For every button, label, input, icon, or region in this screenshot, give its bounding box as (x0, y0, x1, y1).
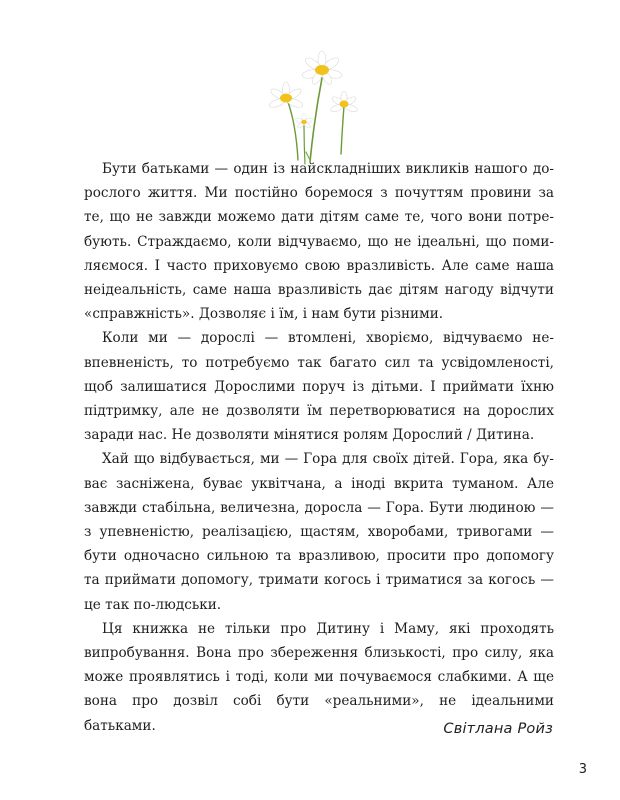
author-signature: Світлана Ройз (443, 721, 553, 737)
paragraph-4: Ця книжка не тільки про Дитину і Маму, які проходять випробування. Вона про збереження близькості, про силу, яка може проявлятись і тоді, коли ми почуваємося слабкими. А ще вона про дозвіл собі бути «реальними», не ідеальними батьками. (84, 620, 554, 734)
paragraph-3: Хай що відбувається, ми — Гора для своїх дітей. Гора, яка буває засніжена, буває уквітчана, а іноді вкрита туманом. Але завжди стабільна, величезна, доросла — Гора. Бути людиною — з упевненістю, реалізацією, щастям, хворобами, тривогами — бути одночасно сильною та вразливою, просити про допомогу та приймати допомогу, тримати когось і триматися за когось — це так по-людськи. (84, 451, 554, 613)
paragraph-2: Коли ми — дорослі — втомлені, хворіємо, відчуваємо невпевненість, то потребуємо так багато сил та усвідомленості, щоб залишатися Дорослими поруч із дітьми. І приймати їхню підтримку, але не дозволяти їм перетворюватися на дорослих заради нас. Не дозволяти мінятися ролям Дорослий / Дитина. (84, 330, 554, 444)
page-number: 3 (578, 762, 587, 777)
paragraph-1: Бути батьками — один із найскладніших викликів нашого дорослого життя. Ми постійно боремося з почуттям провини за те, що не завжди можемо дати дітям саме те, чого вони потребують. Страждаємо, коли відчуваємо, що не ідеальні, що помиляємося. І часто приховуємо свою вразливість. Але саме наша неідеальність, саме наша вразливість дає дітям нагоду відчути «справжність». Дозволяє і їм, і нам бути різними. (84, 161, 554, 323)
text-block (84, 157, 554, 738)
daisy-flowers-icon (262, 40, 362, 168)
